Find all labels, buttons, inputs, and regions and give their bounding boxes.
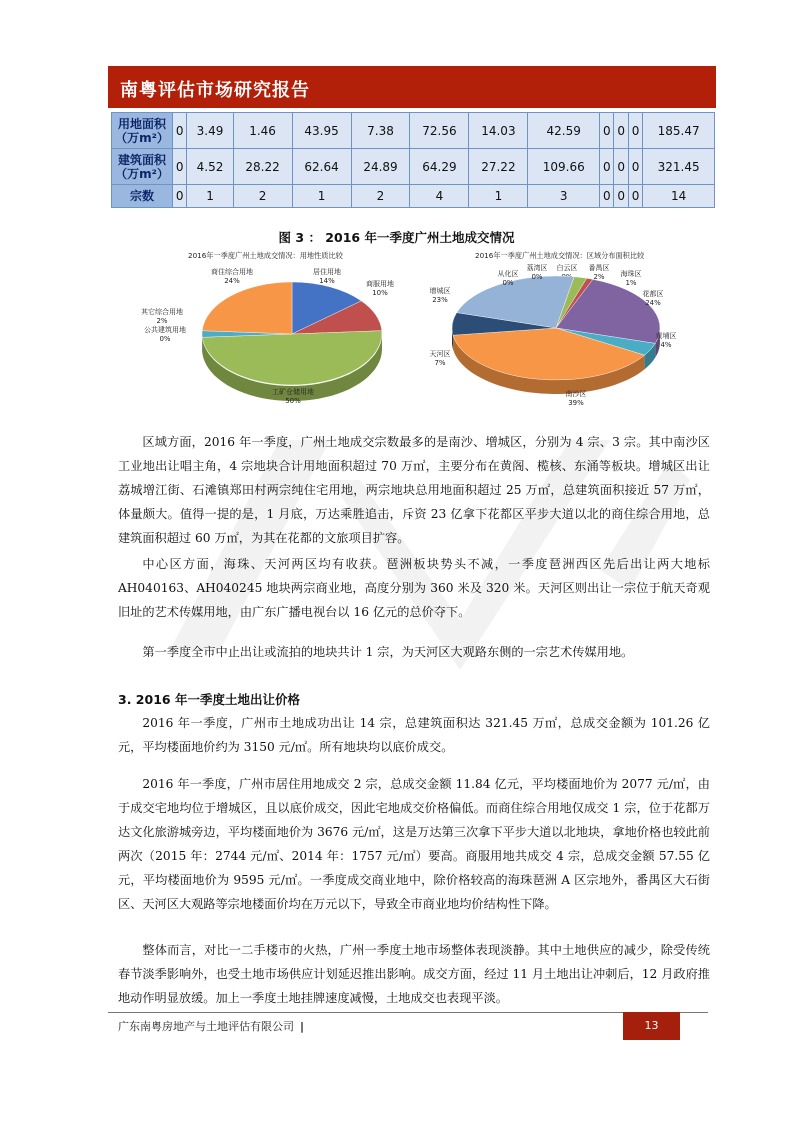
slice-percent: 7% [434, 359, 446, 367]
report-title: 南粤评估市场研究报告 [120, 80, 310, 101]
section-heading: 3. 2016 年一季度土地出让价格 [118, 692, 300, 707]
table-cell: 0 [628, 113, 642, 149]
row-header-line: （万m²） [115, 130, 169, 145]
slice-percent: 0% [502, 279, 514, 287]
slice-percent: 24% [645, 299, 661, 307]
table-cell: 0 [614, 185, 628, 208]
table-cell: 14.03 [469, 113, 528, 149]
paragraph-suspended: 第一季度全市中止出让或流拍的地块共计 1 宗，为天河区大观路东侧的一宗艺术传媒用地。 [142, 645, 634, 659]
table-cell: 0 [628, 149, 642, 185]
slice-label: 公共建筑用地 [144, 326, 186, 334]
slice-percent: 24% [224, 277, 240, 285]
table-cell: 109.66 [528, 149, 600, 185]
footer-separator: | [300, 1020, 305, 1033]
paragraph-region: 区域方面，2016 年一季度，广州土地成交宗数最多的是南沙、增城区，分别为 4 宗、3 宗。其中南沙区工业地出让唱主角，4 宗地块合计用地面积超过 70 万㎡，主要分布在黄阁、榄核、东涌等板块。增城区出让荔城增江街、石滩镇郑田村两宗纯住宅用地，两宗地块总用地面积超过 25 万㎡，总建筑面积接近 57 万㎡，体量颇大。值得一提的是，1 月底，万达乘胜追击，斥资 23 亿拿下花都区平步大道以北的商住综合用地，总建筑面积超过 60 万㎡，为其在花都的文旅项目扩容。 [118, 435, 710, 545]
slice-label: 居住用地 [313, 268, 341, 276]
table-cell: 28.22 [233, 149, 292, 185]
table-row [112, 149, 715, 185]
paragraph-summary: 整体而言，对比一二手楼市的火热，广州一季度土地市场整体表现淡静。其中土地供应的减少，除受传统春节淡季影响外，也受土地市场供应计划延迟推出影响。成交方面，经过 11 月土地出让冲刺后，12 月政府推地动作明显放缓。加上一季度土地挂牌速度减慢，土地成交也表现平淡。 [118, 943, 710, 1005]
table-cell: 0 [614, 149, 628, 185]
pie-slice-top [202, 282, 292, 334]
table-cell: 2 [233, 185, 292, 208]
table-cell: 3 [528, 185, 600, 208]
slice-percent: 2% [156, 317, 168, 325]
table-cell: 4 [410, 185, 469, 208]
table-row [112, 113, 715, 149]
table-cell: 24.89 [351, 149, 410, 185]
table-cell: 1 [292, 185, 351, 208]
table-cell: 1 [469, 185, 528, 208]
row-header [112, 185, 173, 208]
table-cell: 7.38 [351, 113, 410, 149]
table-cell: 27.22 [469, 149, 528, 185]
table-cell: 185.47 [643, 113, 715, 149]
row-header-line: 宗数 [129, 189, 154, 203]
paragraph-price-detail: 2016 年一季度，广州市居住用地成交 2 宗，总成交金额 11.84 亿元，平均楼面地价为 2077 元/㎡，由于成交宅地均位于增城区，且以底价成交，因此宅地成交价格偏低。而商住综合用地仅成交 1 宗，位于花都万达文化旅游城旁边，平均楼面地价为 3676 元/㎡，这是万达第三次拿下平步大道以北地块，拿地价格也较此前两次（2015 年：2744 元/㎡、2014 年：1757 元/㎡）要高。商服用地共成交 4 宗，总成交金额 57.55 亿元，平均楼面地价为 9595 元/㎡。一季度成交商业地中，除价格较高的海珠琶洲 A 区宗地外，番禺区大石街区、天河区大观路等宗地楼面价均在万元以下，导致全市商业地均价结构性下降。 [118, 777, 710, 911]
slice-label: 工矿仓储用地 [272, 388, 314, 396]
paragraph-center-district: 中心区方面，海珠、天河两区均有收获。琶洲板块势头不减，一季度琶洲西区先后出让两大地标 AH040163、AH040245 地块两宗商业地，高度分别为 360 米及 320 米。天河区则出让一宗位于航天奇观旧址的艺术传媒用地，由广东广播电视台以 16 亿元的总价夺下。 [118, 557, 710, 619]
table-cell: 1 [187, 185, 233, 208]
table-cell: 0 [173, 149, 187, 185]
chart-title: 2016年一季度广州土地成交情况：区域分布面积比较 [475, 251, 645, 260]
chart-title: 2016年一季度广州土地成交情况：用地性质比较 [188, 251, 343, 260]
row-header [112, 113, 173, 149]
table-cell: 0 [628, 185, 642, 208]
table-cell: 2 [351, 185, 410, 208]
table-cell: 43.95 [292, 113, 351, 149]
table-cell: 321.45 [643, 149, 715, 185]
slice-percent: 39% [568, 399, 584, 407]
table-cell: 14 [643, 185, 715, 208]
row-header-line: 用地面积 [117, 116, 166, 131]
slice-percent: 4% [660, 341, 672, 349]
footer-company-name: 广东南粤房地产与土地评估有限公司 [118, 1020, 294, 1033]
pie-slice [202, 282, 292, 334]
footer-company [118, 1018, 304, 1034]
slice-label: 天河区 [429, 350, 451, 358]
table-cell: 0 [614, 113, 628, 149]
paragraph-price-overview: 2016 年一季度，广州市土地成功出让 14 宗，总建筑面积达 321.45 万㎡，总成交金额为 101.26 亿元，平均楼面地价约为 3150 元/㎡。所有地块均以底价成交。 [118, 716, 710, 754]
table-cell: 0 [173, 113, 187, 149]
slice-label: 商住综合用地 [211, 268, 253, 276]
slice-percent: 14% [319, 277, 335, 285]
table-cell: 64.29 [410, 149, 469, 185]
table-cell: 0 [600, 185, 614, 208]
slice-label: 海珠区 [620, 270, 642, 278]
slice-percent: 50% [285, 397, 301, 405]
row-header-line: 建筑面积 [117, 152, 166, 167]
table-cell: 42.59 [528, 113, 600, 149]
table-cell: 0 [600, 113, 614, 149]
row-header [112, 149, 173, 185]
table-cell: 3.49 [187, 113, 233, 149]
slice-percent: 0% [531, 273, 543, 281]
table-cell: 72.56 [410, 113, 469, 149]
land-data-table [111, 112, 715, 208]
report-header [108, 66, 716, 108]
slice-label: 南沙区 [565, 390, 587, 398]
slice-percent: 1% [625, 279, 637, 287]
page-number: 13 [623, 1012, 680, 1040]
slice-label: 花都区 [642, 290, 664, 298]
table-cell: 4.52 [187, 149, 233, 185]
slice-percent: 2% [593, 273, 605, 281]
slice-label: 荔湾区 [526, 264, 548, 272]
pie-chart-land-use [140, 246, 400, 411]
slice-label: 白云区 [556, 264, 578, 272]
slice-label: 增城区 [429, 287, 451, 295]
table-cell: 0 [600, 149, 614, 185]
slice-label: 其它综合用地 [141, 308, 183, 316]
figure-title: 图 3 ： 2016 年一季度广州土地成交情况 [278, 230, 515, 245]
slice-percent: 10% [372, 289, 388, 297]
footer-divider [108, 1012, 708, 1013]
slice-label: 番禺区 [588, 264, 610, 272]
slice-percent: 23% [432, 296, 448, 304]
slice-label: 从化区 [497, 270, 519, 278]
table-cell: 62.64 [292, 149, 351, 185]
table-cell: 1.46 [233, 113, 292, 149]
row-header-line: （万m²） [115, 166, 169, 181]
pie-chart-district [420, 246, 690, 411]
table-row [112, 185, 715, 208]
slice-label: 商服用地 [366, 280, 394, 288]
slice-label: 黄埔区 [655, 332, 677, 340]
slice-percent: 0% [159, 335, 171, 343]
table-cell: 0 [173, 185, 187, 208]
